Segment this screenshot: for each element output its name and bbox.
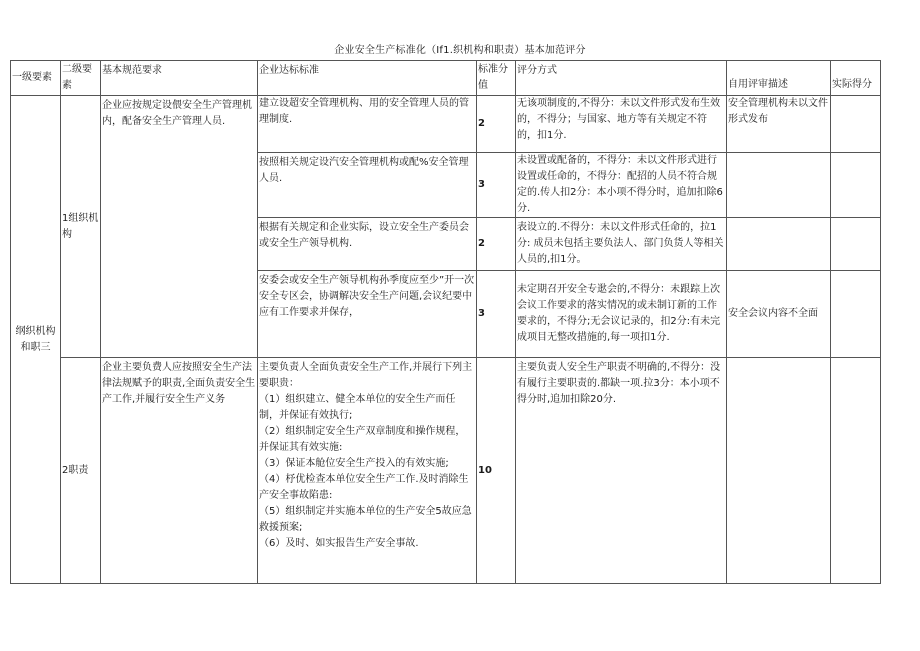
basic-req-cell: 企业主要负费人应按照安全生产法律法规赋予的职责,全面负责安全生产工作,并履行安全生产义务 xyxy=(101,358,258,584)
method-cell: 未定期召开安全专逖会的,不得分：未跟踪上次会议工作要求的落实情况的或未制订新的工作要求的，不得分;无会议记录的，扣2分:有未完成项目无整改措施的,每一项扣1分. xyxy=(516,271,727,358)
evaluation-table xyxy=(10,60,881,584)
header-actual: 实际得分 xyxy=(831,61,881,96)
level2-cell: 1组织机构 xyxy=(61,96,101,358)
header-score: 标准分值 xyxy=(477,61,516,96)
basic-req-cell: 企业应按规定设偎安全生产管理机内，配备安全生产管理人员. xyxy=(101,96,258,358)
standard-item: （2）组织制定安全生产双章制度和操作规程，并保证其有效实施: xyxy=(259,426,466,453)
method-cell: 未设置或配备的，不得分：未以文件形式进行设置或任命的，不得分：配招的人员不符合规定的.传人扣2分：本小项不得分时，追加扣除6分. xyxy=(516,153,727,218)
standard-cell xyxy=(258,358,477,584)
self-eval-cell xyxy=(727,218,831,271)
standard-intro: 主要负责人全面负责安全生产工作,并展行下列主要职贵： xyxy=(259,362,473,389)
header-method: 评分方式 xyxy=(516,61,727,96)
standard-cell: 根据有关规定和企业实际，设立安全生产委员会或安全生产领导机构. xyxy=(258,218,477,271)
header-level1: 一级要素 xyxy=(11,61,61,96)
self-eval-cell xyxy=(727,153,831,218)
standard-item: （4）杼优检查本单位安全生产工作.及时消除生产安全事故陷患: xyxy=(259,474,469,501)
level1-cell: 纲织机构和职三 xyxy=(11,96,61,584)
method-cell: 表设立的.不得分：未以文件形式任命的，拉1分: 成员未包括主要负法人、部门负货人等相关人员的,扣1分。 xyxy=(516,218,727,271)
actual-score-cell xyxy=(831,153,881,218)
standard-cell: 按照相关规定设汽安全管理机构或配%安全管理人员. xyxy=(258,153,477,218)
score-cell: 3 xyxy=(477,153,516,218)
level2-cell: 2职责 xyxy=(61,358,101,584)
score-cell: 2 xyxy=(477,96,516,153)
header-row xyxy=(11,61,881,96)
self-eval-cell xyxy=(727,358,831,584)
document-title: 企业安全生产标准化（If1.织机构和职责）基本加范评分 xyxy=(334,45,586,56)
header-level2: 二级要素 xyxy=(61,61,101,96)
standard-item: （6）及时、如实报告生产安全事故. xyxy=(259,538,419,549)
table-row xyxy=(11,96,881,153)
score-cell: 3 xyxy=(477,271,516,358)
score-cell: 2 xyxy=(477,218,516,271)
header-self-eval: 自用评审描述 xyxy=(727,61,831,96)
standard-item: （3）保证本舱位安全生产投入的有效实施; xyxy=(259,458,449,469)
actual-score-cell xyxy=(831,358,881,584)
self-eval-cell: 安全管理机构未以文件形式发布 xyxy=(727,96,831,153)
actual-score-cell xyxy=(831,96,881,153)
standard-item: （5）组织制定并实施本单位的生产安全5故应急救援预案; xyxy=(259,506,472,533)
self-eval-cell: 安全会议内容不全面 xyxy=(727,271,831,358)
score-cell: 10 xyxy=(477,358,516,584)
method-cell: 无该项制度的,不得分：未以文件形式发布生效的，不得分；与国家、地方等有关规定不符的，扣1分. xyxy=(516,96,727,153)
actual-score-cell xyxy=(831,218,881,271)
method-cell: 主要负责人安全生产职责不明确的,不得分：没有履行主要职责的.都缺一项.拉3分：本小项不得分时,追加扣除20分. xyxy=(516,358,727,584)
standard-item: （1）组织建立、健全本单位的安全生产而任制，并保证有效执行; xyxy=(259,394,456,421)
standard-cell: 安委会或安全生产领导机构孙季度应至少”开一次安全专区会，协调解决安全生产问题,会议纪要中应有工作要求并保存， xyxy=(258,271,477,358)
header-standard: 企业达标标准 xyxy=(258,61,477,96)
standard-cell: 建立设超安全管理机构、用的安全管理人员的管理制度. xyxy=(258,96,477,153)
actual-score-cell xyxy=(831,271,881,358)
header-basic-req: 基本规范要求 xyxy=(101,61,258,96)
table-row xyxy=(11,358,881,584)
